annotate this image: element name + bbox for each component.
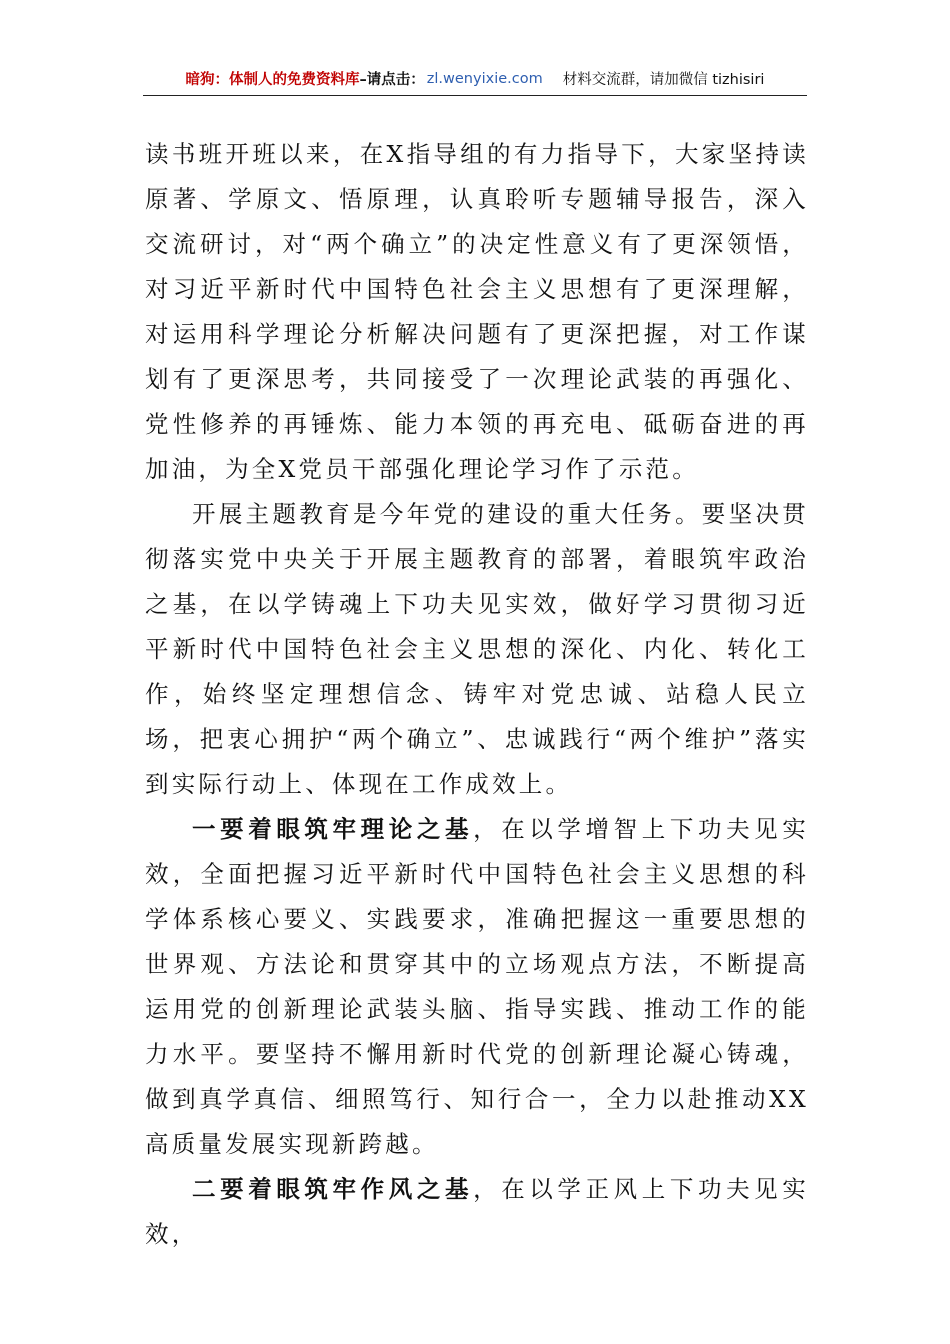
header-brand: 暗狗：体制人的免费资料库 bbox=[185, 72, 360, 88]
paragraph-text: ，在以学正风上下功夫见实效， bbox=[145, 1175, 809, 1248]
header-link[interactable]: zl.wenyixie.com bbox=[426, 70, 543, 87]
document-body bbox=[145, 132, 809, 1257]
paragraph-text: ，在以学增智上下功夫见实效，全面把握习近平新时代中国特色社会主义思想的科学体系核心要义、实践要求，准确把握这一重要思想的世界观、方法论和贯穿其中的立场观点方法，不断提高运用党的创新理论武装头脑、指导实践、推动工作的能力水平。要坚持不懈用新时代党的创新理论凝心铸魂，做到真学真信、细照笃行、知行合一，全力以赴推动XX高质量发展实现新跨越。 bbox=[145, 815, 809, 1158]
header-prompt: –请点击： bbox=[359, 72, 425, 88]
paragraph-intro bbox=[145, 132, 809, 492]
paragraph-theme-education bbox=[145, 492, 809, 807]
header-wechat-note: 材料交流群，请加微信 tizhisiri bbox=[562, 72, 765, 88]
paragraph-lead: 二要着眼筑牢作风之基 bbox=[192, 1175, 474, 1203]
paragraph-point-one bbox=[145, 807, 809, 1167]
paragraph-text: 读书班开班以来，在X指导组的有力指导下，大家坚持读原著、学原文、悟原理，认真聆听专题辅导报告，深入交流研讨，对“两个确立”的决定性意义有了更深领悟，对习近平新时代中国特色社会主义思想有了更深理解，对运用科学理论分析解决问题有了更深把握，对工作谋划有了更深思考，共同接受了一次理论武装的再强化、党性修养的再锤炼、能力本领的再充电、砥砺奋进的再加油，为全X党员干部强化理论学习作了示范。 bbox=[145, 140, 809, 483]
paragraph-point-two bbox=[145, 1167, 809, 1257]
page-header bbox=[143, 66, 807, 96]
paragraph-lead: 一要着眼筑牢理论之基 bbox=[192, 815, 474, 843]
paragraph-text: 开展主题教育是今年党的建设的重大任务。要坚决贯彻落实党中央关于开展主题教育的部署，着眼筑牢政治之基，在以学铸魂上下功夫见实效，做好学习贯彻习近平新时代中国特色社会主义思想的深化、内化、转化工作，始终坚定理想信念、铸牢对党忠诚、站稳人民立场，把衷心拥护“两个确立”、忠诚践行“两个维护”落实到实际行动上、体现在工作成效上。 bbox=[145, 500, 809, 798]
